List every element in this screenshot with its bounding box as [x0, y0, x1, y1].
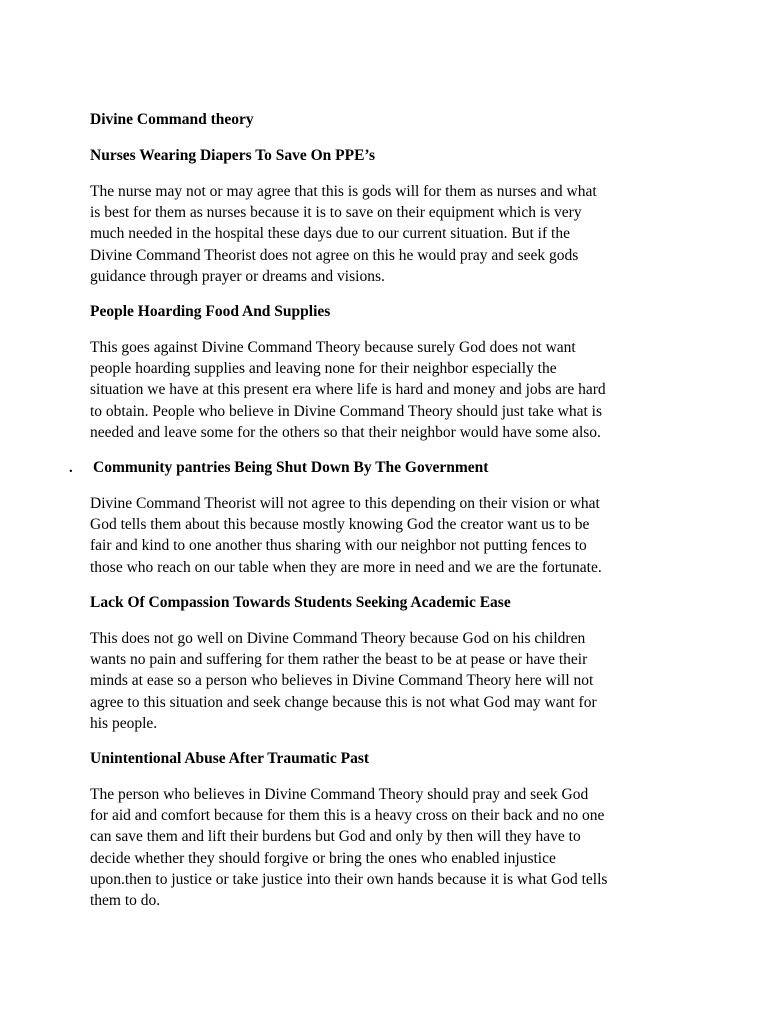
section-title-abuse: Unintentional Abuse After Traumatic Past: [90, 750, 370, 767]
paragraph-line: for aid and comfort because for them this is a heavy cross on their back and no one: [90, 807, 605, 825]
section-body-hoarding: [90, 337, 690, 443]
paragraph-line: The nurse may not or may agree that this is gods will for them as nurses and what: [90, 183, 597, 200]
paragraph-line: situation we have at this present era where life is hard and money and jobs are hard: [90, 381, 606, 399]
document-heading: Divine Command theory: [90, 111, 254, 128]
paragraph-line: The person who believes in Divine Command Theory should pray and seek God: [90, 786, 589, 803]
paragraph-line: them to do.: [90, 892, 161, 910]
paragraph-line: This goes against Divine Command Theory because surely God does not want: [90, 339, 576, 356]
paragraph-line: minds at ease so a person who believes in Divine Command Theory here will not: [90, 672, 594, 690]
paragraph-line: decide whether they should forgive or bring the ones who enabled injustice: [90, 849, 556, 867]
paragraph-line: fair and kind to one another thus sharing with our neighbor not putting fences to: [90, 537, 587, 555]
paragraph-line: Divine Command Theorist does not agree on this he would pray and seek gods: [90, 246, 579, 264]
section-title-compassion: Lack Of Compassion Towards Students Seeking Academic Ease: [90, 594, 511, 611]
paragraph-line: can save them and lift their burdens but God and only by then will they have to: [90, 828, 581, 846]
section-title-nurses: Nurses Wearing Diapers To Save On PPE’s: [90, 147, 376, 164]
section-body-abuse: [90, 784, 690, 911]
paragraph-line: agree to this situation and seek change because this is not what God may want for: [90, 693, 597, 711]
paragraph-line: upon.then to justice or take justice into their own hands because it is what God tells: [90, 870, 608, 888]
paragraph-line: those who reach on our table when they are more in need and we are the fortunate.: [90, 558, 602, 576]
paragraph-line: Divine Command Theorist will not agree to this depending on their vision or what: [90, 495, 600, 512]
paragraph-line: guidance through prayer or dreams and visions.: [90, 267, 385, 285]
section-body-nurses: [90, 181, 690, 287]
paragraph-line: wants no pain and suffering for them rather the beast to be at pease or have their: [90, 651, 588, 669]
list-bullet: .: [69, 460, 73, 476]
paragraph-line: needed and leave some for the others so that their neighbor would have some also.: [90, 423, 601, 441]
section-body-compassion: [90, 628, 690, 734]
paragraph-line: This does not go well on Divine Command Theory because God on his children: [90, 630, 586, 647]
paragraph-line: to obtain. People who believe in Divine Command Theory should just take what is: [90, 402, 602, 420]
paragraph-line: God tells them about this because mostly knowing God the creator want us to be: [90, 516, 590, 534]
paragraph-line: his people.: [90, 714, 158, 732]
paragraph-line: is best for them as nurses because it is to save on their equipment which is very: [90, 204, 582, 222]
section-title-pantries: Community pantries Being Shut Down By The Government: [93, 459, 489, 476]
section-title-hoarding: People Hoarding Food And Supplies: [90, 303, 331, 320]
section-body-pantries: [90, 493, 690, 578]
paragraph-line: people hoarding supplies and leaving none for their neighbor especially the: [90, 360, 557, 378]
paragraph-line: much needed in the hospital these days due to our current situation. But if the: [90, 225, 570, 243]
